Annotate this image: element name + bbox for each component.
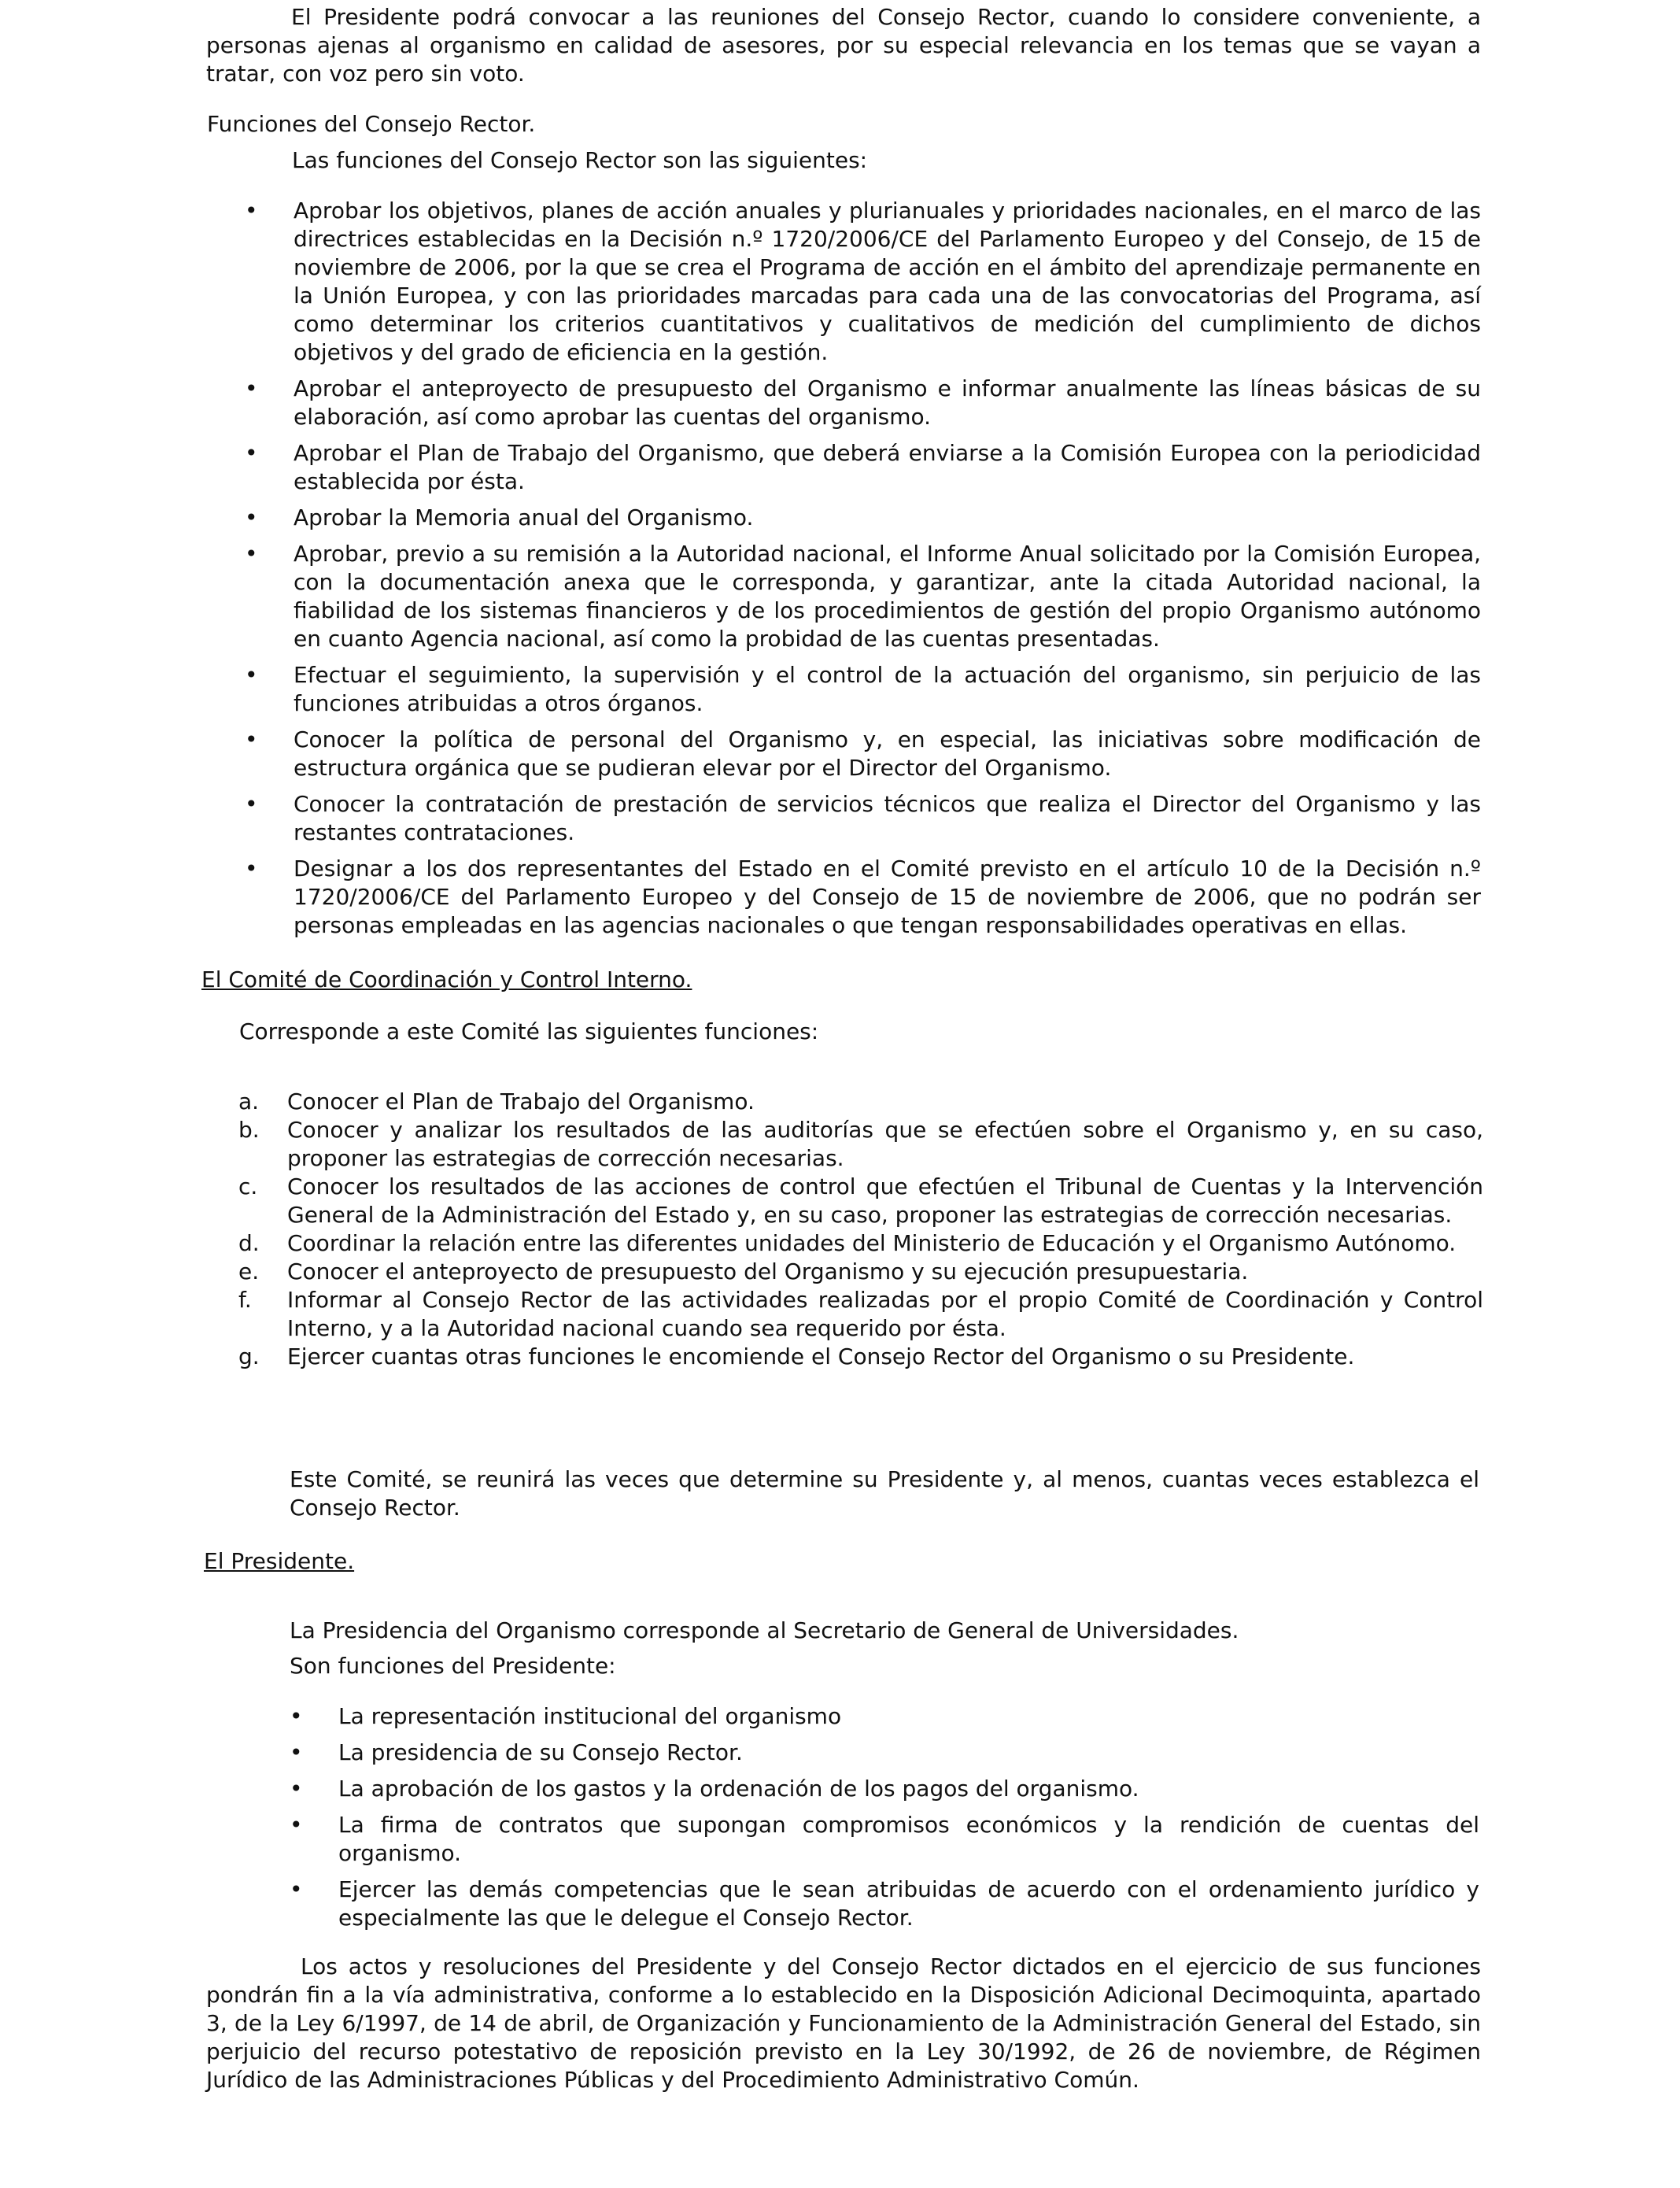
bullet-icon: • xyxy=(245,856,258,881)
section-heading-funciones-consejo: Funciones del Consejo Rector. xyxy=(207,111,536,137)
list-item: • Aprobar los objetivos, planes de acción anuales y plurianuales y prioridades nacionales, en el marco de las directrices establecidas en la Decisión n.º 1720/2006/CE del Parlamento Europeo y del Consejo, de 15 de noviembre de 2006, por la que se crea el Programa de acción en el ámbito del aprendizaje permanente en la Unión Europea, y con las prioridades marcadas para cada una de las convocatorias del Programa, así como determinar los criterios cuantitativos y cualitativos de medición del cumplimiento de dichos objetivos y del grado de eficiencia en la gestión. xyxy=(245,198,1481,365)
comite-functions-list xyxy=(238,1088,1483,1371)
bullet-icon: • xyxy=(245,726,258,752)
comite-lead: Corresponde a este Comité las siguientes funciones: xyxy=(239,1018,819,1044)
list-item: • Conocer la política de personal del Organismo y, en especial, las iniciativas sobre modificación de estructura orgánica que se pudieran elevar por el Director del Organismo. xyxy=(245,726,1481,781)
list-item: g. Ejercer cuantas otras funciones le encomiende el Consejo Rector del Organismo o su Presidente. xyxy=(238,1343,1355,1369)
list-item: a. Conocer el Plan de Trabajo del Organismo. xyxy=(238,1088,755,1114)
bullet-icon: • xyxy=(290,1812,303,1838)
list-item: c. Conocer los resultados de las acciones de control que efectúen el Tribunal de Cuentas y la Intervención General de la Administración del Estado y, en su caso, proponer las estrategias de corrección necesarias. xyxy=(238,1173,1483,1228)
intro-paragraph: El Presidente podrá convocar a las reuniones del Consejo Rector, cuando lo considere conveniente, a personas ajenas al organismo en calidad de asesores, por su especial relevancia en los temas que se vayan a tratar, con voz pero sin voto. xyxy=(206,4,1481,87)
bullet-icon: • xyxy=(290,1776,303,1802)
comite-closing-paragraph: Este Comité, se reunirá las veces que determine su Presidente y, al menos, cuantas veces establezca el Consejo Rector. xyxy=(290,1466,1479,1521)
presidente-functions-list xyxy=(290,1702,1479,1932)
list-item: • Aprobar el Plan de Trabajo del Organismo, que deberá enviarse a la Comisión Europea con la periodicidad establecida por ésta. xyxy=(245,440,1481,494)
section-heading-presidente: El Presidente. xyxy=(204,1548,355,1574)
list-item: • La firma de contratos que supongan compromisos económicos y la rendición de cuentas del organismo. xyxy=(290,1812,1479,1866)
section-heading-comite: El Comité de Coordinación y Control Interno. xyxy=(201,966,692,992)
final-paragraph: Los actos y resoluciones del Presidente y del Consejo Rector dictados en el ejercicio de sus funciones pondrán fin a la vía administrativa, conforme a lo establecido en la Disposición Adicional Decimoquinta, apartado 3, de la Ley 6/1997, de 14 de abril, de Organización y Funcionamiento de la Administración General del Estado, sin perjuicio del recurso potestativo de reposición previsto en la Ley 30/1992, de 26 de noviembre, de Régimen Jurídico de las Administraciones Públicas y del Procedimiento Administrativo Común. xyxy=(206,1953,1481,2093)
funciones-consejo-list xyxy=(245,197,1481,940)
list-item: d. Coordinar la relación entre las diferentes unidades del Ministerio de Educación y el Organismo Autónomo. xyxy=(238,1230,1457,1256)
bullet-icon: • xyxy=(245,375,258,401)
bullet-icon: • xyxy=(245,662,258,688)
bullet-icon: • xyxy=(290,1739,303,1765)
list-item: • Aprobar, previo a su remisión a la Autoridad nacional, el Informe Anual solicitado por la Comisión Europea, con la documentación anexa que le corresponda, y garantizar, ante la citada Autoridad nacional, la fiabilidad de los sistemas financieros y de los procedimientos de gestión del propio Organismo autónomo en cuanto Agencia nacional, así como la probidad de las cuentas presentadas. xyxy=(245,541,1481,652)
list-item: • Designar a los dos representantes del Estado en el Comité previsto en el artículo 10 de la Decisión n.º 1720/2006/CE del Parlamento Europeo y del Consejo de 15 de noviembre de 2006, que no podrán ser personas empleadas en las agencias nacionales o que tengan responsabilidades operativas en ellas. xyxy=(245,856,1481,938)
funciones-consejo-lead: Las funciones del Consejo Rector son las siguientes: xyxy=(292,147,868,173)
list-item: f. Informar al Consejo Rector de las actividades realizadas por el propio Comité de Coordinación y Control Interno, y a la Autoridad nacional cuando sea requerido por ésta. xyxy=(238,1287,1483,1341)
list-item: • La aprobación de los gastos y la ordenación de los pagos del organismo. xyxy=(290,1776,1139,1802)
bullet-icon: • xyxy=(245,198,258,224)
list-item: • Efectuar el seguimiento, la supervisión y el control de la actuación del organismo, sin perjuicio de las funciones atribuidas a otros órganos. xyxy=(245,662,1481,716)
bullet-icon: • xyxy=(290,1876,303,1902)
presidente-line-1: La Presidencia del Organismo corresponde al Secretario de General de Universidades. xyxy=(290,1617,1239,1643)
list-item: • Aprobar el anteproyecto de presupuesto del Organismo e informar anualmente las líneas básicas de su elaboración, así como aprobar las cuentas del organismo. xyxy=(245,375,1481,430)
list-item: • Ejercer las demás competencias que le sean atribuidas de acuerdo con el ordenamiento jurídico y especialmente las que le delegue el Consejo Rector. xyxy=(290,1876,1479,1931)
bullet-icon: • xyxy=(290,1703,303,1729)
list-item: • La presidencia de su Consejo Rector. xyxy=(290,1739,743,1765)
list-item: • Conocer la contratación de prestación de servicios técnicos que realiza el Director del Organismo y las restantes contrataciones. xyxy=(245,791,1481,845)
list-item: • La representación institucional del organismo xyxy=(290,1703,842,1729)
presidente-line-2: Son funciones del Presidente: xyxy=(290,1653,616,1679)
bullet-icon: • xyxy=(245,440,258,466)
list-item: • Aprobar la Memoria anual del Organismo. xyxy=(245,504,754,530)
bullet-icon: • xyxy=(245,791,258,817)
list-item: b. Conocer y analizar los resultados de las auditorías que se efectúen sobre el Organismo y, en su caso, proponer las estrategias de corrección necesarias. xyxy=(238,1117,1483,1171)
bullet-icon: • xyxy=(245,541,258,567)
bullet-icon: • xyxy=(245,504,258,530)
list-item: e. Conocer el anteproyecto de presupuesto del Organismo y su ejecución presupuestaria. xyxy=(238,1258,1249,1284)
